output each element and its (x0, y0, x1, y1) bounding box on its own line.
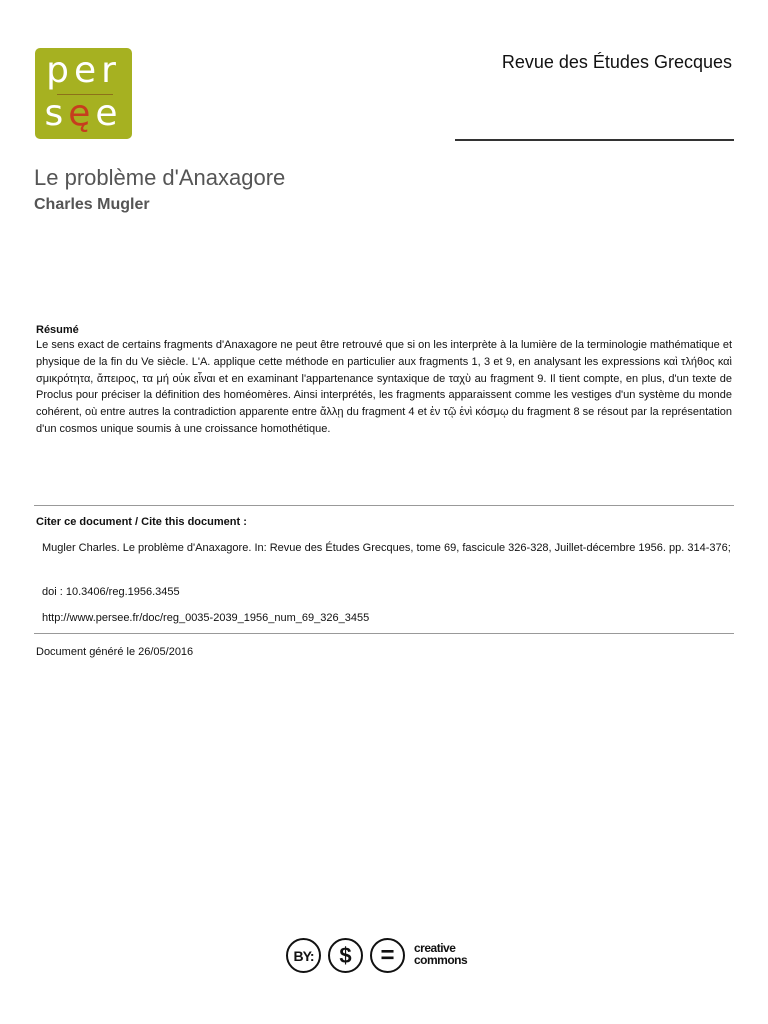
creative-commons-badge[interactable] (286, 936, 486, 978)
cite-bottom-divider (34, 633, 734, 634)
journal-divider (455, 139, 734, 141)
journal-title: Revue des Études Grecques (501, 52, 732, 72)
cc-wordmark: creative commons (414, 941, 468, 967)
cite-top-divider (34, 505, 734, 506)
logo-line1: per (46, 50, 121, 91)
article-author: Charles Mugler (34, 196, 150, 213)
abstract-text: Le sens exact de certains fragments d'Anaxagore ne peut être retrouvé que si on les interprète à la lumière de la terminologie mathématique et physique de la fin du Ve siècle. L'A. applique cette méthode en particulier aux fragments 1, 3 et 9, en analysant les expressions καὶ τλήθος καὶ σμικρότητα, ἄπειρος, τα μή οὐκ εἶναι et en examinant l'appartenance syntaxique de ταχὺ au fragment 9. Il tient compte, en plus, d'un texte de Proclus pour préciser la définition des homéomères. Ainsi interprétés, les fragments apparaissent comme les vestiges d'un système du monde cohérent, où entre autres la contradiction apparente entre ἄλλῃ du fragment 4 et ἐν τῷ ἑνὶ κόσμῳ du fragment 8 se résout par la représentation d'un cosmos unique soumis à une croissance homothétique. (36, 339, 732, 435)
article-title: Le problème d'Anaxagore (34, 165, 286, 190)
citation-doi[interactable]: doi : 10.3406/reg.1956.3455 (42, 586, 180, 598)
cite-heading: Citer ce document / Cite this document : (36, 516, 247, 528)
persee-logo[interactable] (35, 48, 132, 139)
generation-date: Document généré le 26/05/2016 (36, 646, 194, 658)
cc-by-icon: BY: (286, 938, 321, 973)
cc-noderivatives-icon: = (370, 938, 405, 973)
abstract-heading: Résumé (36, 324, 79, 336)
citation-reference: Mugler Charles. Le problème d'Anaxagore. In: Revue des Études Grecques, tome 69, fascicule 326-328, Juillet-décembre 1956. pp. 314-376; (42, 542, 731, 554)
logo-line2: sęe (44, 93, 123, 134)
abstract-section (36, 323, 732, 438)
cc-noncommercial-icon: $ (328, 938, 363, 973)
citation-url[interactable]: http://www.persee.fr/doc/reg_0035-2039_1956_num_69_326_3455 (42, 612, 370, 624)
